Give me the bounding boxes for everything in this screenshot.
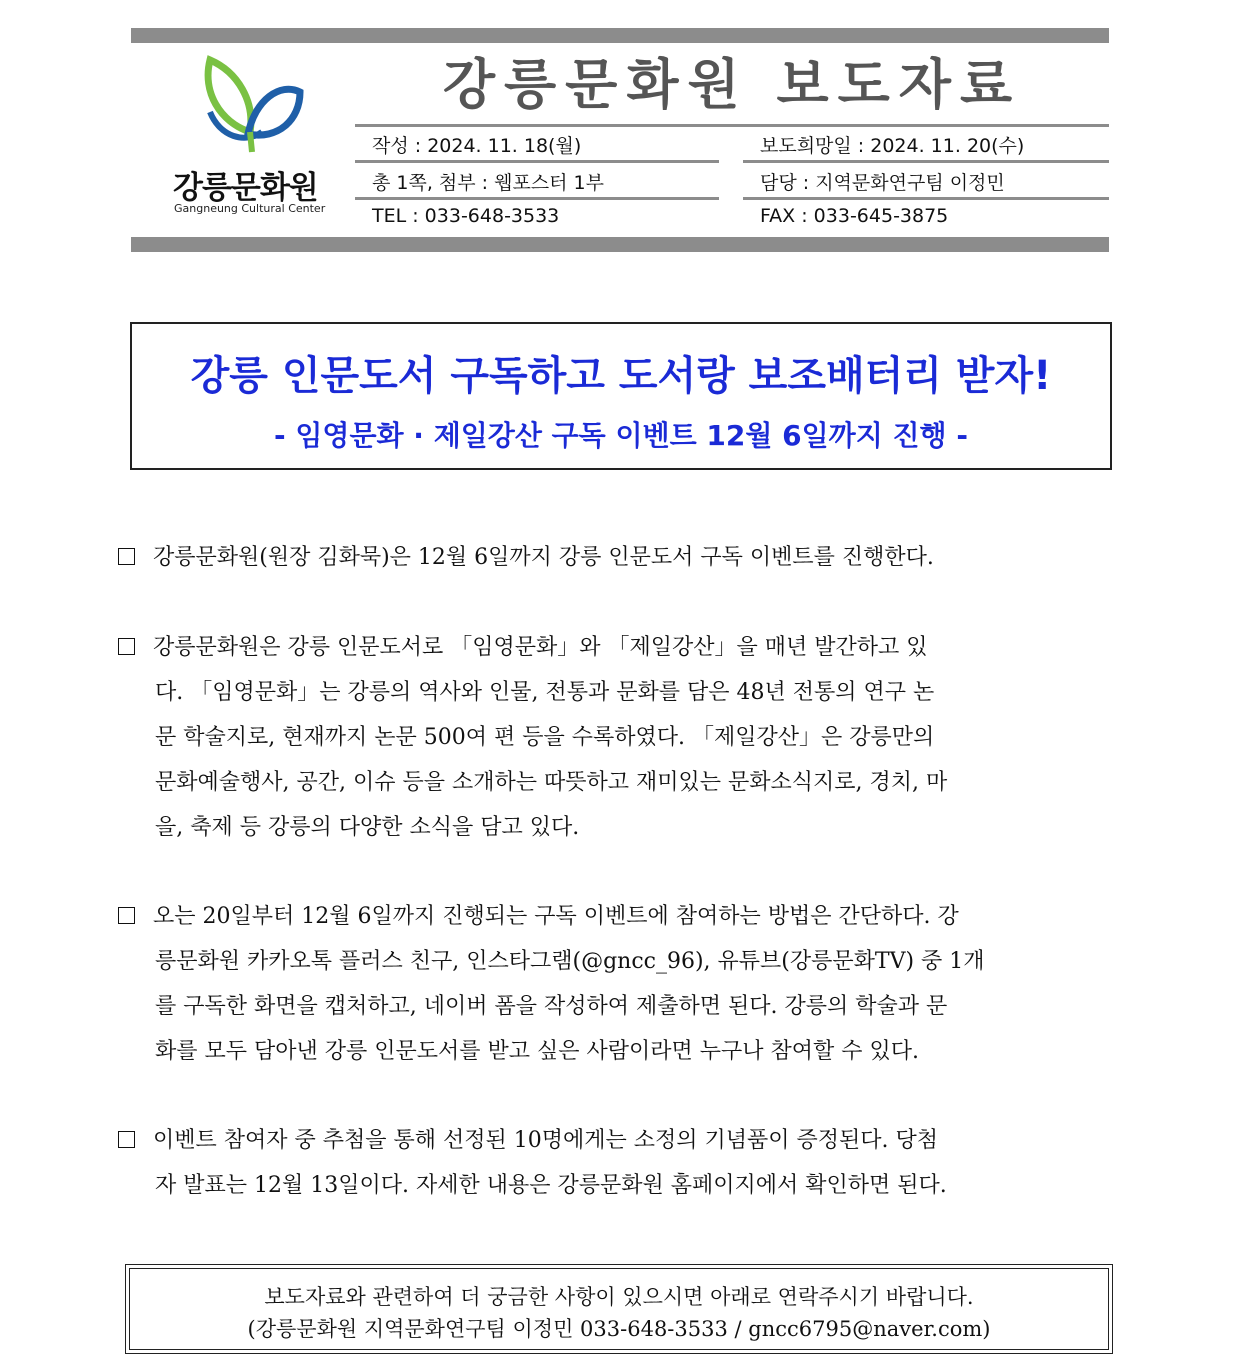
- footer-line-1: 보도자료와 관련하여 더 궁금한 사항이 있으시면 아래로 연락주시기 바랍니다.: [264, 1285, 974, 1309]
- paragraph-line: 강릉문화원(원장 김화묵)은 12월 6일까지 강릉 인문도서 구독 이벤트를 진행한다.: [118, 535, 1122, 580]
- logo: [160, 52, 335, 222]
- fax-number: FAX : 033-645-3875: [760, 205, 949, 227]
- header-top-bar: [131, 28, 1109, 43]
- checkbox-bullet-icon: [118, 638, 135, 655]
- paragraph-line: 문 학술지로, 현재까지 논문 500여 편 등을 수록하였다. 「제일강산」은 강릉만의: [155, 725, 935, 750]
- paragraph-line: 을, 축제 등 강릉의 다양한 소식을 담고 있다.: [155, 815, 580, 840]
- page-title: 강릉문화원 보도자료: [442, 53, 1022, 116]
- paragraph-line: 다. 「임영문화」는 강릉의 역사와 인물, 전통과 문화를 담은 48년 전통의 연구 논: [155, 680, 935, 705]
- paragraph-line: 강릉문화원은 강릉 인문도서로 「임영문화」와 「제일강산」을 매년 발간하고 있: [118, 625, 1122, 670]
- leaf-logo-icon: [200, 52, 305, 157]
- checkbox-bullet-icon: [118, 1131, 135, 1148]
- logo-subtitle: Gangneung Cultural Center: [174, 202, 326, 215]
- logo-name: 강릉문화원: [173, 170, 318, 206]
- contact-person: 담당 : 지역문화연구팀 이정민: [760, 172, 1005, 194]
- footer-line-2: (강릉문화원 지역문화연구팀 이정민 033-648-3533 / gncc6795@naver.com): [247, 1317, 991, 1341]
- page-count: 총 1쪽, 첨부 : 웹포스터 1부: [372, 172, 605, 194]
- info-divider: [355, 124, 1109, 127]
- tel-number: TEL : 033-648-3533: [372, 205, 560, 227]
- release-date: 보도희망일 : 2024. 11. 20(수): [760, 135, 1025, 157]
- checkbox-bullet-icon: [118, 907, 135, 924]
- headline: 강릉 인문도서 구독하고 도서랑 보조배터리 받자!: [190, 353, 1052, 399]
- paragraph-line: 문화예술행사, 공간, 이슈 등을 소개하는 따뜻하고 재미있는 문화소식지로, 경치, 마: [155, 770, 948, 795]
- paragraph-line: 화를 모두 담아낸 강릉 인문도서를 받고 싶은 사람이라면 누구나 참여할 수 있다.: [155, 1039, 919, 1064]
- written-date: 작성 : 2024. 11. 18(월): [372, 135, 582, 157]
- paragraph-line: 자 발표는 12월 13일이다. 자세한 내용은 강릉문화원 홈페이지에서 확인하면 된다.: [155, 1173, 947, 1198]
- info-divider: [743, 197, 1109, 200]
- info-divider: [355, 160, 719, 163]
- footer-inner-border: [129, 1268, 1109, 1350]
- paragraph-1: [118, 535, 1122, 580]
- header-bottom-bar: [131, 237, 1109, 252]
- paragraph-line: 릉문화원 카카오톡 플러스 친구, 인스타그램(@gncc_96), 유튜브(강릉문화TV) 중 1개: [155, 949, 985, 974]
- paragraph-3: [118, 894, 1122, 1074]
- paragraph-line: 이벤트 참여자 중 추첨을 통해 선정된 10명에게는 소정의 기념품이 증정된다. 당첨: [118, 1118, 1122, 1163]
- contact-footer: [125, 1264, 1113, 1354]
- headline-box: [130, 322, 1112, 470]
- paragraph-2: [118, 625, 1122, 850]
- paragraph-4: [118, 1118, 1122, 1208]
- checkbox-bullet-icon: [118, 548, 135, 565]
- paragraph-line: 오는 20일부터 12월 6일까지 진행되는 구독 이벤트에 참여하는 방법은 간단하다. 강: [118, 894, 1122, 939]
- subheadline: - 임영문화 · 제일강산 구독 이벤트 12월 6일까지 진행 -: [274, 419, 968, 452]
- info-divider: [355, 197, 719, 200]
- paragraph-line: 를 구독한 화면을 캡처하고, 네이버 폼을 작성하여 제출하면 된다. 강릉의 학술과 문: [155, 994, 948, 1019]
- info-divider: [743, 160, 1109, 163]
